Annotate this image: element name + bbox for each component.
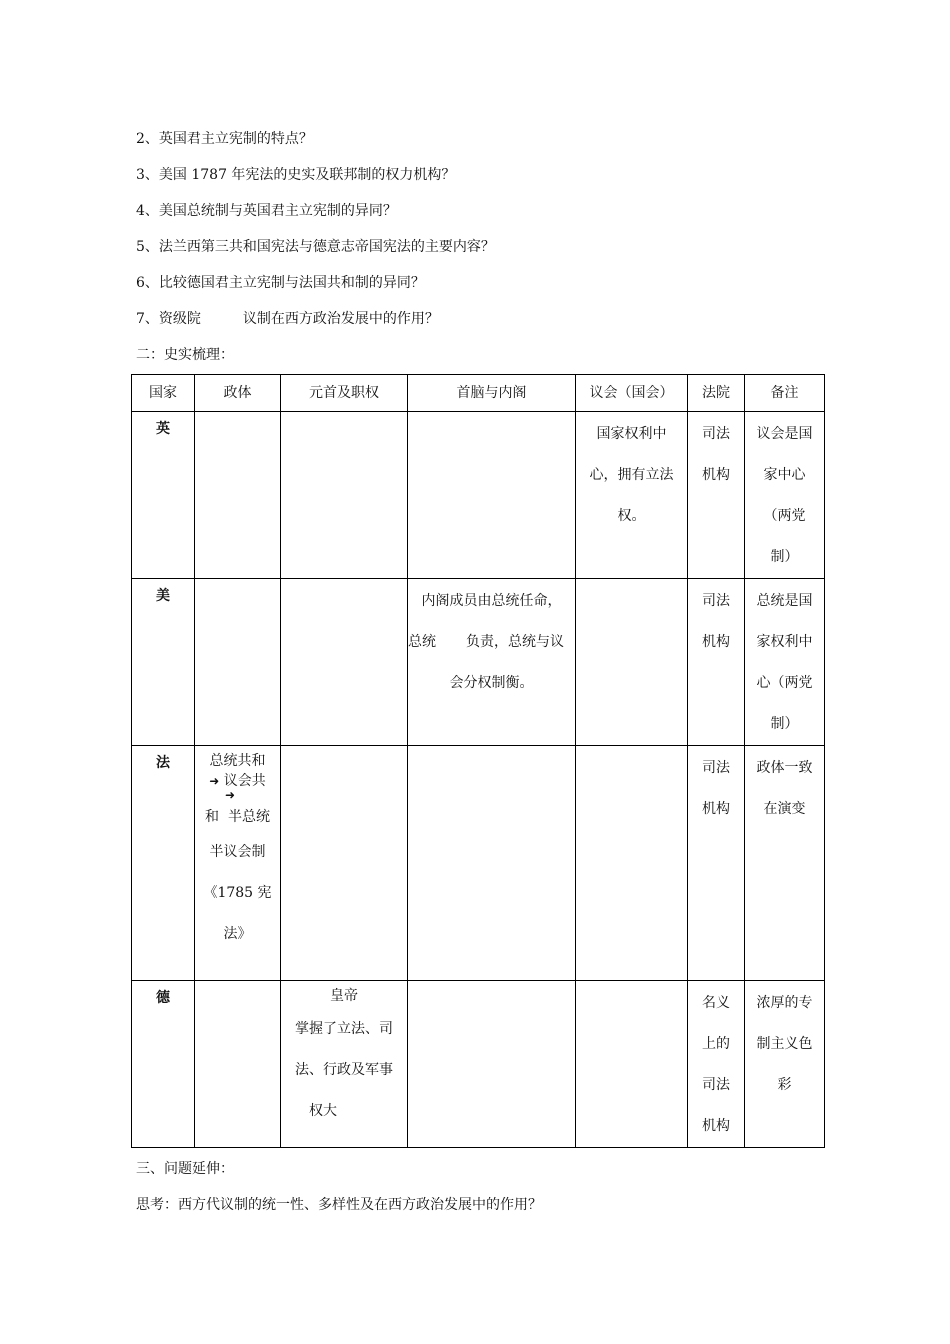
cell-line: 法、行政及军事 [295,1062,393,1078]
cabinet-cell [408,412,576,579]
cell-line: 议会是国 [756,426,813,442]
cell-line: 在演变 [763,801,806,817]
question-3: 3、美国 1787 年宪法的史实及联邦制的权力机构？ [136,167,456,183]
cell-line: 皇帝 [330,988,358,1004]
arrow-right-icon: ➜ [209,774,220,788]
question-7-part-b: 议制在西方政治发展中的作用？ [242,311,439,327]
regime-cell [195,579,281,746]
cell-line: 国家权利中 [596,426,667,442]
question-6: 6、比较德国君主立宪制与法国共和制的异同？ [136,275,425,291]
country-cell: 英 [132,412,195,579]
cell-text: 议会共 [223,773,266,789]
cell-line: 司法 [702,426,730,442]
table-header-row [132,375,825,412]
country-cell: 法 [132,746,195,981]
regime-cell [195,981,281,1148]
cell-line: 司法 [702,593,730,609]
cell-text: 半总统 [227,809,270,825]
cell-line: 法》 [223,926,252,942]
cabinet-cell [408,579,576,746]
parliament-cell [576,981,688,1148]
court-cell [688,579,745,746]
table-row-de [132,981,825,1148]
cell-line: 总统共和 [209,753,266,769]
cell-line: 半议会制 [209,844,266,860]
header-parliament: 议会（国会） [576,375,688,412]
cell-line: 内阁成员由总统任命， [421,593,562,609]
head-cell [281,412,408,579]
cell-line: 掌握了立法、司 [295,1021,393,1037]
cell-line: 家中心 [763,467,806,483]
cabinet-cell [408,746,576,981]
regime-cell [195,746,281,981]
header-note: 备注 [745,375,825,412]
cell-text: 负责，总统与议 [466,634,564,650]
cell-line: 司法 [702,760,730,776]
header-regime: 政体 [195,375,281,412]
cell-line: 浓厚的专 [756,995,813,1011]
cell-line: 机构 [702,1118,730,1134]
country-cell: 美 [132,579,195,746]
cell-line: 心（两党 [756,675,813,691]
cell-line: 制） [770,716,799,732]
think-question: 思考：西方代议制的统一性、多样性及在西方政治发展中的作用？ [136,1197,542,1213]
cell-line: 机构 [702,634,730,650]
history-table [131,374,825,1148]
cabinet-cell [408,981,576,1148]
court-cell [688,412,745,579]
question-7 [136,308,439,328]
cell-line [195,788,280,802]
table-row-us [132,579,825,746]
cell-line: 制主义色 [756,1036,813,1052]
country-cell: 德 [132,981,195,1148]
cell-line [408,622,575,663]
question-2: 2、英国君主立宪制的特点？ [136,131,313,147]
cell-line: 权。 [617,508,646,524]
section-2-heading: 二：史实梳理： [136,347,234,363]
header-country: 国家 [132,375,195,412]
header-head-of-state: 元首及职权 [281,375,408,412]
section-3-heading: 三、问题延伸： [136,1161,234,1177]
cell-line: 权大 [309,1103,337,1119]
question-5: 5、法兰西第三共和国宪法与德意志帝国宪法的主要内容？ [136,239,495,255]
head-cell [281,579,408,746]
cell-line: 政体一致 [756,760,813,776]
note-cell [745,579,825,746]
cell-line: 机构 [702,801,730,817]
cell-line: 心，拥有立法 [589,467,674,483]
cell-line: 上的 [702,1036,730,1052]
parliament-cell [576,412,688,579]
question-4: 4、美国总统制与英国君主立宪制的异同？ [136,203,397,219]
cell-line: （两党 [763,508,806,524]
cell-line [195,802,280,832]
header-cabinet: 首脑与内阁 [408,375,576,412]
cell-line: 《1785 宪 [203,885,272,901]
cell-text: 和 [205,809,220,825]
cell-line: 家权利中 [756,634,813,650]
cell-line: 名义 [702,995,730,1011]
cell-line: 机构 [702,467,730,483]
cell-line [195,774,280,788]
table-row-uk [132,412,825,579]
parliament-cell [576,746,688,981]
question-7-part-a: 7、资级院 [136,311,201,327]
cell-text: 总统 [408,634,436,650]
parliament-cell [576,579,688,746]
court-cell [688,746,745,981]
regime-cell [195,412,281,579]
arrow-right-icon: ➜ [225,788,236,802]
note-cell [745,746,825,981]
note-cell [745,981,825,1148]
note-cell [745,412,825,579]
court-cell [688,981,745,1148]
head-cell [281,981,408,1148]
cell-line: 会分权制衡。 [449,675,534,691]
table-row-fr [132,746,825,981]
head-cell [281,746,408,981]
cell-line: 总统是国 [756,593,813,609]
cell-line: 制） [770,549,799,565]
cell-line: 司法 [702,1077,730,1093]
cell-line: 彩 [777,1077,792,1093]
header-court: 法院 [688,375,745,412]
